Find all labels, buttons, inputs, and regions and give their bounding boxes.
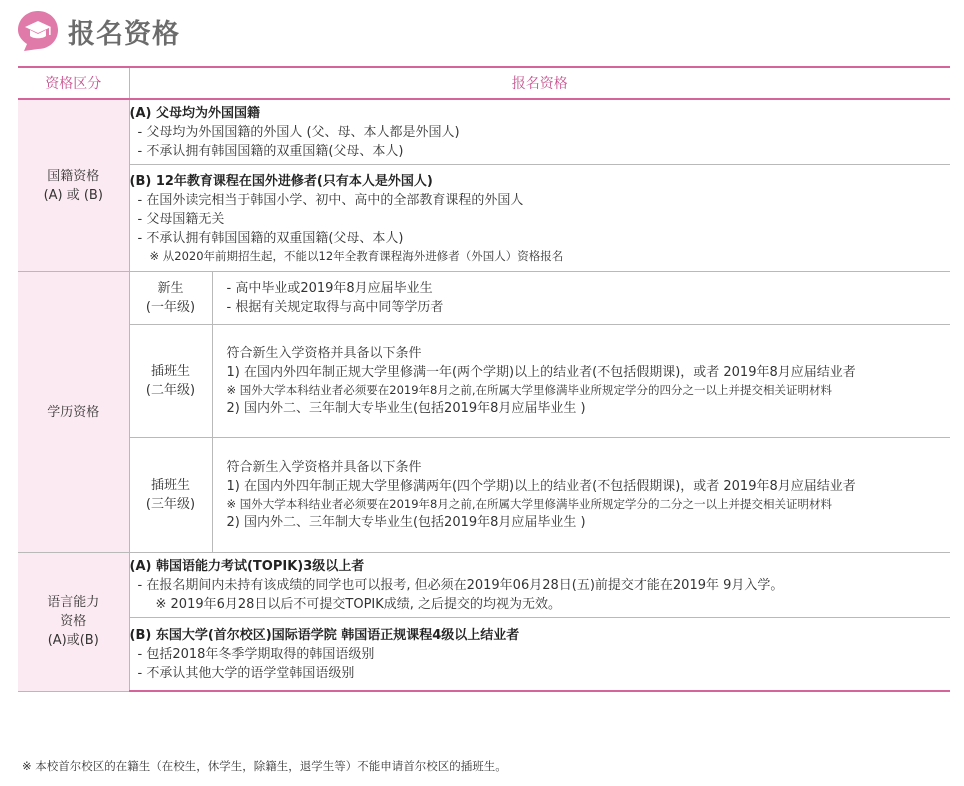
table-row [18,272,950,325]
list-item: - 不承认拥有韩国国籍的双重国籍(父母、本人) [137,143,404,159]
transfer-3-cell [212,438,950,553]
eligibility-table [18,66,950,692]
column-header-eligibility: 报名资格 [129,67,950,99]
transfer-3-note: ※ 国外大学本科结业者必须要在2019年8月之前,在所属大学里修满毕业所规定学分的二分之一以上并提交相关证明材料 [226,497,833,511]
list-item: - 父母国籍无关 [137,211,225,227]
footnote: ※ 本校首尔校区的在籍生（在校生，休学生，除籍生，退学生等）不能申请首尔校区的插班生。 [22,759,507,773]
list-item: - 根据有关规定取得与高中同等学历者 [226,300,444,315]
language-b-cell [129,618,950,692]
list-item: 1) 在国内外四年制正规大学里修满一年(两个学期)以上的结业者(不包括假期课)，或者 2019年8月应届结业者 [226,365,856,380]
sub-category-freshman: 新生 (一年级) [129,272,212,325]
page-title: 报名资格 [68,18,180,50]
transfer-3-intro: 符合新生入学资格并具备以下条件 [226,460,422,475]
language-a-note: ※ 2019年6月28日以后不可提交TOPIK成绩, 之后提交的均视为无效。 [155,596,562,612]
list-item: 1) 在国内外四年制正规大学里修满两年(四个学期)以上的结业者(不包括假期课)，或者 2019年8月应届结业者 [226,479,856,494]
table-row [18,99,950,165]
list-item: - 在国外读完相当于韩国小学、初中、高中的全部教育课程的外国人 [137,192,524,208]
section-header [16,6,180,56]
language-b-title: (B) 东国大学(首尔校区)国际语学院 韩国语正规课程4级以上结业者 [129,627,520,643]
nationality-b-title: (B) 12年教育课程在国外进修者(只有本人是外国人) [129,173,433,189]
nationality-a-cell [129,99,950,165]
list-item: 2) 国内外二、三年制大专毕业生(包括2019年8月应届毕业生 ) [226,515,586,530]
category-language: 语言能力 资格 (A)或(B) [18,553,129,692]
freshman-cell [212,272,950,325]
sub-category-transfer-2: 插班生 (二年级) [129,325,212,438]
nationality-b-cell [129,165,950,272]
table-row [18,325,950,438]
table-row [18,618,950,692]
category-education: 学历资格 [18,272,129,553]
nationality-b-note: ※ 从2020年前期招生起，不能以12年全教育课程海外进修者（外国人）资格报名 [149,248,564,263]
nationality-a-title: (A) 父母均为外国国籍 [129,105,260,121]
table-row [18,553,950,618]
sub-category-transfer-3: 插班生 (三年级) [129,438,212,553]
table-header-row [18,67,950,99]
list-item: 2) 国内外二、三年制大专毕业生(包括2019年8月应届毕业生 ) [226,401,586,416]
list-item: - 高中毕业或2019年8月应届毕业生 [226,281,433,296]
language-a-title: (A) 韩国语能力考试(TOPIK)3级以上者 [129,558,365,574]
column-header-category: 资格区分 [18,67,129,99]
list-item: - 在报名期间内未持有该成绩的同学也可以报考, 但必须在2019年06月28日(五)前提交才能在2019年 9月入学。 [137,577,784,593]
list-item: - 父母均为外国国籍的外国人 (父、母、本人都是外国人) [137,124,460,140]
transfer-2-intro: 符合新生入学资格并具备以下条件 [226,346,422,361]
graduation-cap-speech-bubble-icon [16,9,60,53]
table-row [18,165,950,272]
table-row [18,438,950,553]
list-item: - 不承认其他大学的语学堂韩国语级别 [137,665,355,681]
transfer-2-cell [212,325,950,438]
list-item: - 包括2018年冬季学期取得的韩国语级别 [137,646,375,662]
list-item: - 不承认拥有韩国国籍的双重国籍(父母、本人) [137,230,404,246]
category-nationality: 国籍资格 (A) 或 (B) [18,99,129,272]
language-a-cell [129,553,950,618]
transfer-2-note: ※ 国外大学本科结业者必须要在2019年8月之前,在所属大学里修满毕业所规定学分的四分之一以上并提交相关证明材料 [226,383,833,397]
